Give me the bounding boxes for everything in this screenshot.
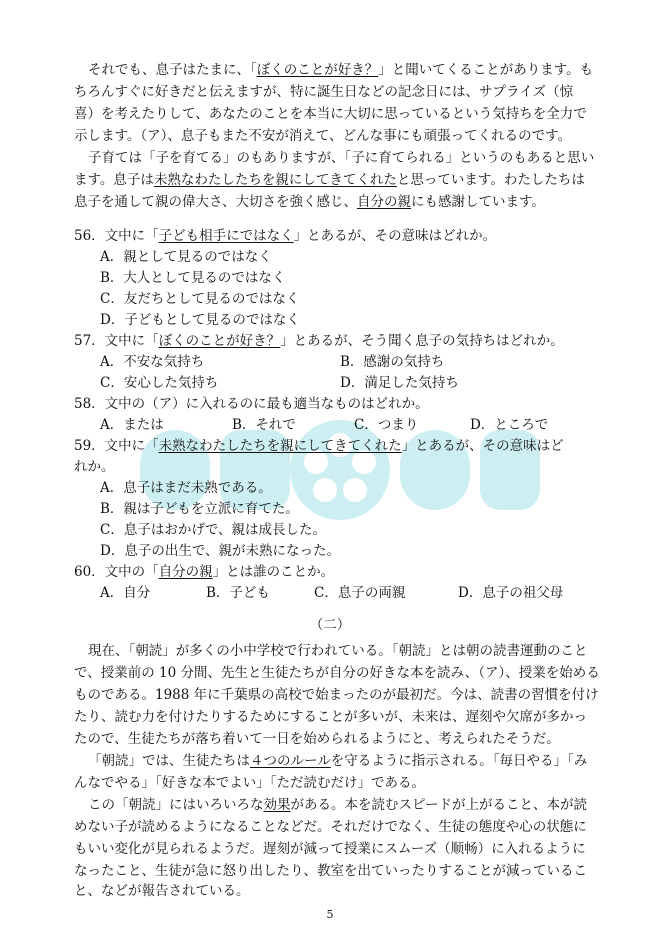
question-56-option-d: D．子どもとして見るのではなく: [100, 312, 300, 328]
question-56-option-c: C．友だちとして見るのではなく: [100, 291, 300, 307]
question-58-option-d: D．ところで: [470, 417, 549, 433]
section2-p1-line5: たので、生徒たちが落ち着いて一日を始められるようにと、考えられたそうだ。: [74, 731, 560, 747]
question-59-option-b: B．親は子どもを立派に育てた。: [100, 501, 299, 517]
question-57-option-a: A．不安な気持ち: [100, 354, 205, 370]
section2-p3-line2: めない子が読めるようになることなどだ。それだけでなく、生徒の態度や心の状態に: [74, 819, 587, 835]
question-56-stem: 56．文中に「子ども相手にではなく」とあるが、その意味はどれか。: [74, 228, 497, 244]
passage1-p1-line3: 喜）を考えたりして、あなたのことを本当に大切に思っているという気持ちを全力で: [74, 106, 587, 122]
quote-jibun-no-oya: 自分の親: [356, 194, 411, 210]
section2-p2-line2: んなでやる」「好きな本でよい」「ただ読むだけ」である。: [74, 775, 425, 791]
section2-p3-line4: なったこと、生徒が急に怒り出したり、教室を出ていったりすることが減っているこ: [74, 863, 587, 879]
passage1-p1-line2: ちろんすぐに好きだと伝えますが、特に誕生日などの記念日には、サプライズ（惊: [74, 84, 573, 100]
question-56-option-a: A．親として見るのではなく: [100, 249, 272, 265]
question-57-stem: 57．文中に「ぼくのことが好き？」とあるが、そう聞く息子の気持ちはどれか。: [74, 333, 564, 349]
question-60-option-c: C．息子の両親: [314, 585, 406, 601]
question-59-stem: 59．文中に「未熟なわたしたちを親にしてきてくれた」とあるが、その意味はど: [74, 438, 564, 454]
question-59-option-a: A．息子はまだ未熟である。: [100, 480, 272, 496]
section2-p3-line3: もいい変化が見られるようだ。遅刻が減って授業にスムーズ（顺畅）に入れるように: [74, 841, 586, 857]
section2-p1-line2: で、授業前の 10 分間、先生と生徒たちが自分の好きな本を読み、（ア）、授業を始める: [74, 665, 600, 681]
passage1-p1-line1: それでも、息子はたまに、「ぼくのことが好き？」と聞いてくることがあります。も: [88, 62, 594, 78]
question-60-stem: 60．文中の「自分の親」とは誰のことか。: [74, 564, 335, 580]
question-58-option-b: B．それで: [232, 417, 296, 433]
question-59-option-d: D．息子の出生で、親が未熟になった。: [100, 543, 341, 559]
section2-p1-line4: たり、読む力を付けたりするためにすることが多いが、未来は、遅刻や欠席が多かっ: [74, 709, 587, 725]
section-heading: （二）: [309, 617, 351, 633]
section2-p1-line3: ものである。1988 年に千葉県の高校で始まったのが最初だ。今は、読書の習慣を付け: [74, 687, 599, 703]
question-57-option-c: C．安心した気持ち: [100, 375, 219, 391]
four-rules: ４つのルール: [250, 753, 331, 769]
section2-p3-line1: この「朝読」にはいろいろな効果がある。本を読むスピードが上がること、本が読: [88, 797, 587, 813]
quote-mijuku: 未熟なわたしたちを親にしてきてくれた: [153, 172, 397, 188]
question-57-option-b: B．感謝の気持ち: [340, 354, 445, 370]
question-60-option-b: B．子ども: [206, 585, 270, 601]
page-number: 5: [326, 908, 334, 921]
question-60-option-a: A．自分: [100, 585, 151, 601]
section2-p2-line1: 「朝読」では、生徒たちは４つのルールを守るように指示される。「毎日やる」「み: [88, 753, 588, 769]
effects: 効果: [263, 797, 291, 813]
question-59-stem-cont: れか。: [74, 459, 115, 475]
section2-p3-line5: と、などが報告されている。: [74, 883, 250, 899]
passage1-p2-line3: 息子を通して親の偉大さ、大切さを強く感じ、自分の親にも感謝しています。: [74, 194, 545, 210]
question-59-option-c: C．息子はおかげで、親は成長した。: [100, 522, 327, 538]
question-58-stem: 58．文中の（ア）に入れるのに最も適当なものはどれか。: [74, 396, 429, 412]
question-60-option-d: D．息子の祖父母: [458, 585, 564, 601]
passage1-p2-line2: ます。息子は未熟なわたしたちを親にしてきてくれたと思っています。わたしたちは: [74, 172, 585, 188]
question-58-option-c: C．つまり: [354, 417, 419, 433]
quote-boku: ぼくのことが好き？: [256, 62, 379, 78]
passage1-p1-line4: 示します。（ア）、息子もまた不安が消えて、どんな事にも頑張ってくれるのです。: [74, 128, 572, 144]
passage1-p2-line1: 子育ては「子を育てる」のもありますが、「子に育てられる」というのもあると思い: [88, 150, 595, 166]
question-58-option-a: A．または: [100, 417, 164, 433]
question-56-option-b: B．大人として見るのではなく: [100, 270, 286, 286]
section2-p1-line1: 現在、「朝読」が多くの小中学校で行われている。「朝読」とは朝の読書運動のこと: [88, 643, 588, 659]
question-57-option-d: D．満足した気持ち: [340, 375, 459, 391]
